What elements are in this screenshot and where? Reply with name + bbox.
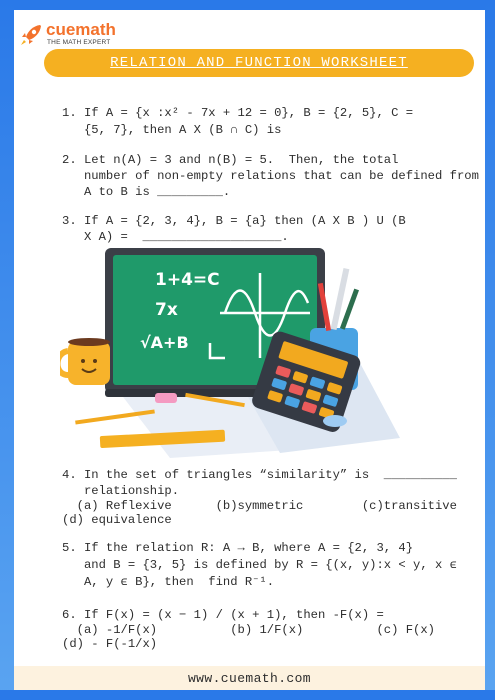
question-2-line-3: A to B is _________. <box>62 185 231 199</box>
question-4-option-d: (d) equivalence <box>62 513 172 527</box>
footer-url[interactable]: www.cuemath.com <box>187 670 312 686</box>
eraser <box>155 393 177 403</box>
bottom-frame <box>0 690 495 700</box>
cuemath-logo[interactable] <box>18 20 148 50</box>
question-2-line-1: 2. Let n(A) = 3 and n(B) = 5. Then, the total <box>62 153 399 167</box>
question-2-line-2: number of non-empty relations that can be defined from <box>62 169 479 183</box>
question-6-line-1: 6. If F(x) = (x − 1) / (x + 1), then -F(x) = <box>62 608 384 622</box>
question-1-line-2: {5, 7}, then A X (B ∩ C) is <box>62 123 282 137</box>
eraser-blue <box>323 415 347 427</box>
question-5-line-3: A, y ϵ B}, then find R⁻¹. <box>62 575 275 589</box>
question-4-options: (a) Reflexive (b)symmetric (c)transitive <box>62 499 457 513</box>
question-6-options: (a) -1/F(x) (b) 1/F(x) (c) F(x) <box>62 623 435 637</box>
top-frame <box>0 0 495 10</box>
question-6-option-d: (d) - F(-1/x) <box>62 637 158 651</box>
question-3-line-2: X A) = ___________________. <box>62 230 289 244</box>
question-5-line-2: and B = {3, 5} is defined by R = {(x, y):x < y, x ϵ <box>62 558 457 572</box>
question-4-line-2: relationship. <box>62 484 180 498</box>
left-frame <box>0 0 14 700</box>
coffee-mug <box>60 338 110 385</box>
footer <box>14 666 485 690</box>
question-1-line-1: 1. If A = {x :x² - 7x + 12 = 0}, B = {2, 5}, C = <box>62 106 414 120</box>
question-5-line-1: 5. If the relation R: A → B, where A = {2, 3, 4} <box>62 541 414 555</box>
right-frame <box>485 0 495 700</box>
logo-name: cuemath <box>46 20 116 39</box>
question-4-line-1: 4. In the set of triangles “similarity” is __________ <box>62 468 457 482</box>
illustration-svg <box>60 243 440 458</box>
rocket-icon <box>18 22 44 48</box>
logo-tagline: THE MATH EXPERT <box>47 39 111 46</box>
question-3-line-1: 3. If A = {2, 3, 4}, B = {a} then (A X B ) U (B <box>62 214 406 228</box>
worksheet-title: RELATION AND FUNCTION WORKSHEET <box>110 55 408 71</box>
board-text-2: 7x <box>155 300 178 320</box>
board-text-1: 1+4=C <box>155 270 220 290</box>
board-text-3: √A+B <box>140 333 189 352</box>
title-bar <box>44 49 474 77</box>
math-illustration <box>60 243 440 458</box>
